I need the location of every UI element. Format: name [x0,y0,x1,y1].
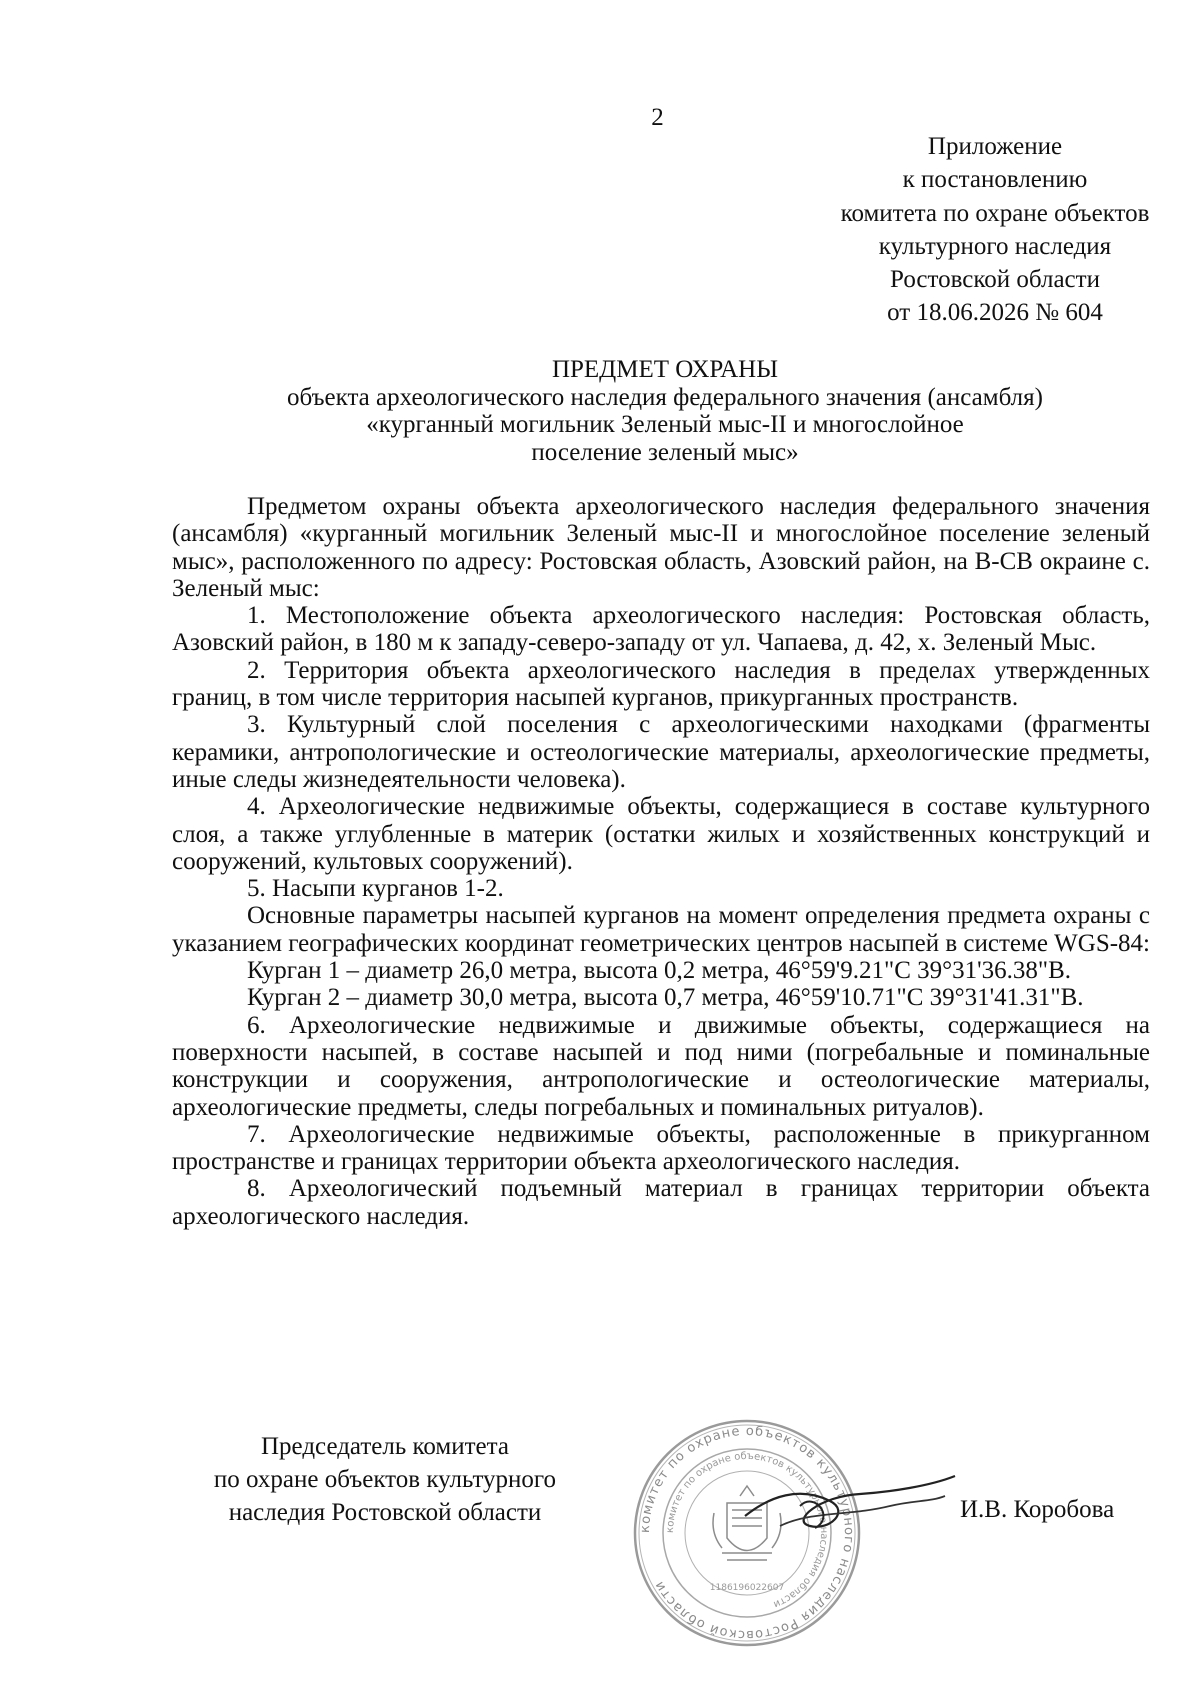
appendix-line: Ростовской области [890,266,1100,294]
signer-position-line: наследия Ростовской области [228,1499,542,1526]
seal-outer-text: комитет по охране объектов культурного наследия Ростовской области [637,1423,857,1643]
signer-position-line: по охране объектов культурного [213,1466,557,1493]
body-paragraph: 6. Археологические недвижимые и движимые объекты, содержащиеся на поверхности насыпей, в составе насыпей и под ними (погребальные и поминальные конструкции и сооружения, антропологические и остеологические материалы, археологические предметы, следы погребальных и поминальных ритуалов). [172,1011,1150,1121]
appendix-line: комитета по охране объектов [840,199,1150,227]
title-line: объекта археологического наследия федерального значения (ансамбля) [287,383,1043,411]
body-paragraph: 3. Культурный слой поселения с археологическими находками (фрагменты керамики, антропологические и остеологические материалы, археологические предметы, иные следы жизнедеятельности человека). [172,711,1150,793]
appendix-line: от 18.06.2026 № 604 [887,299,1103,327]
body-paragraph: 2. Территория объекта археологического наследия в пределах утвержденных границ, в том числе территория насыпей курганов, прикурганных пространств. [172,656,1150,712]
body-paragraph: 8. Археологический подъемный материал в границах территории объекта археологического наследия. [172,1175,1150,1230]
kurgan-coordinates-2: Курган 2 – диаметр 30,0 метра, высота 0,7 метра, 46°59'10.71"С 39°31'41.31"В. [247,984,1084,1012]
body-paragraph: 7. Археологические недвижимые объекты, расположенные в прикурганном пространстве и границах территории объекта археологического наследия. [172,1120,1150,1176]
body-paragraph: 1. Местоположение объекта археологического наследия: Ростовская область, Азовский район, в 180 м к западу-северо-западу от ул. Чапаева, д. 42, х. Зеленый Мыс. [172,602,1150,657]
signer-position-line: Председатель комитета [261,1433,509,1460]
title-line: поселение зеленый мыс» [531,438,799,466]
seal-inner-text: комитет по охране объектов культурного наследия области [664,1450,830,1610]
title-line: «курганный могильник Зеленый мыс-II и многослойное [366,411,964,438]
body-paragraph: 5. Насыпи курганов 1-2. [247,875,504,903]
document-title [170,356,1160,466]
seal-number: 1186196022607 [709,1583,785,1593]
body-paragraph: Предметом охраны объекта археологического наследия федерального значения (ансамбля) «курганный могильник Зеленый мыс-II и многослойное поселение зеленый мыс», расположенного по адресу: Ростовская область, Азовский район, на В-СВ окраине с. Зеленый мыс: [172,493,1150,602]
kurgan-coordinates-1: Курган 1 – диаметр 26,0 метра, высота 0,2 метра, 46°59'9.21"С 39°31'36.38"В. [247,957,1072,985]
document-body [172,493,1150,1230]
appendix-line: Приложение [927,133,1063,160]
appendix-block [730,130,1200,330]
title-heading: ПРЕДМЕТ ОХРАНЫ [551,356,779,383]
body-paragraph: Основные параметры насыпей курганов на момент определения предмета охраны с указанием географических координат геометрических центров насыпей в системе WGS-84: [172,902,1151,957]
body-paragraph: 4. Археологические недвижимые объекты, содержащиеся в составе культурного слоя, а также углубленные в материк (остатки жилых и хозяйственных конструкций и сооружений, культовых сооружений). [172,793,1150,875]
handwritten-signature [740,1456,960,1546]
signer-position [170,1430,600,1529]
page-number: 2 [651,104,664,131]
appendix-line: культурного наследия [878,232,1112,260]
appendix-line: к постановлению [902,166,1088,194]
signer-name: И.В. Коробова [960,1496,1115,1523]
